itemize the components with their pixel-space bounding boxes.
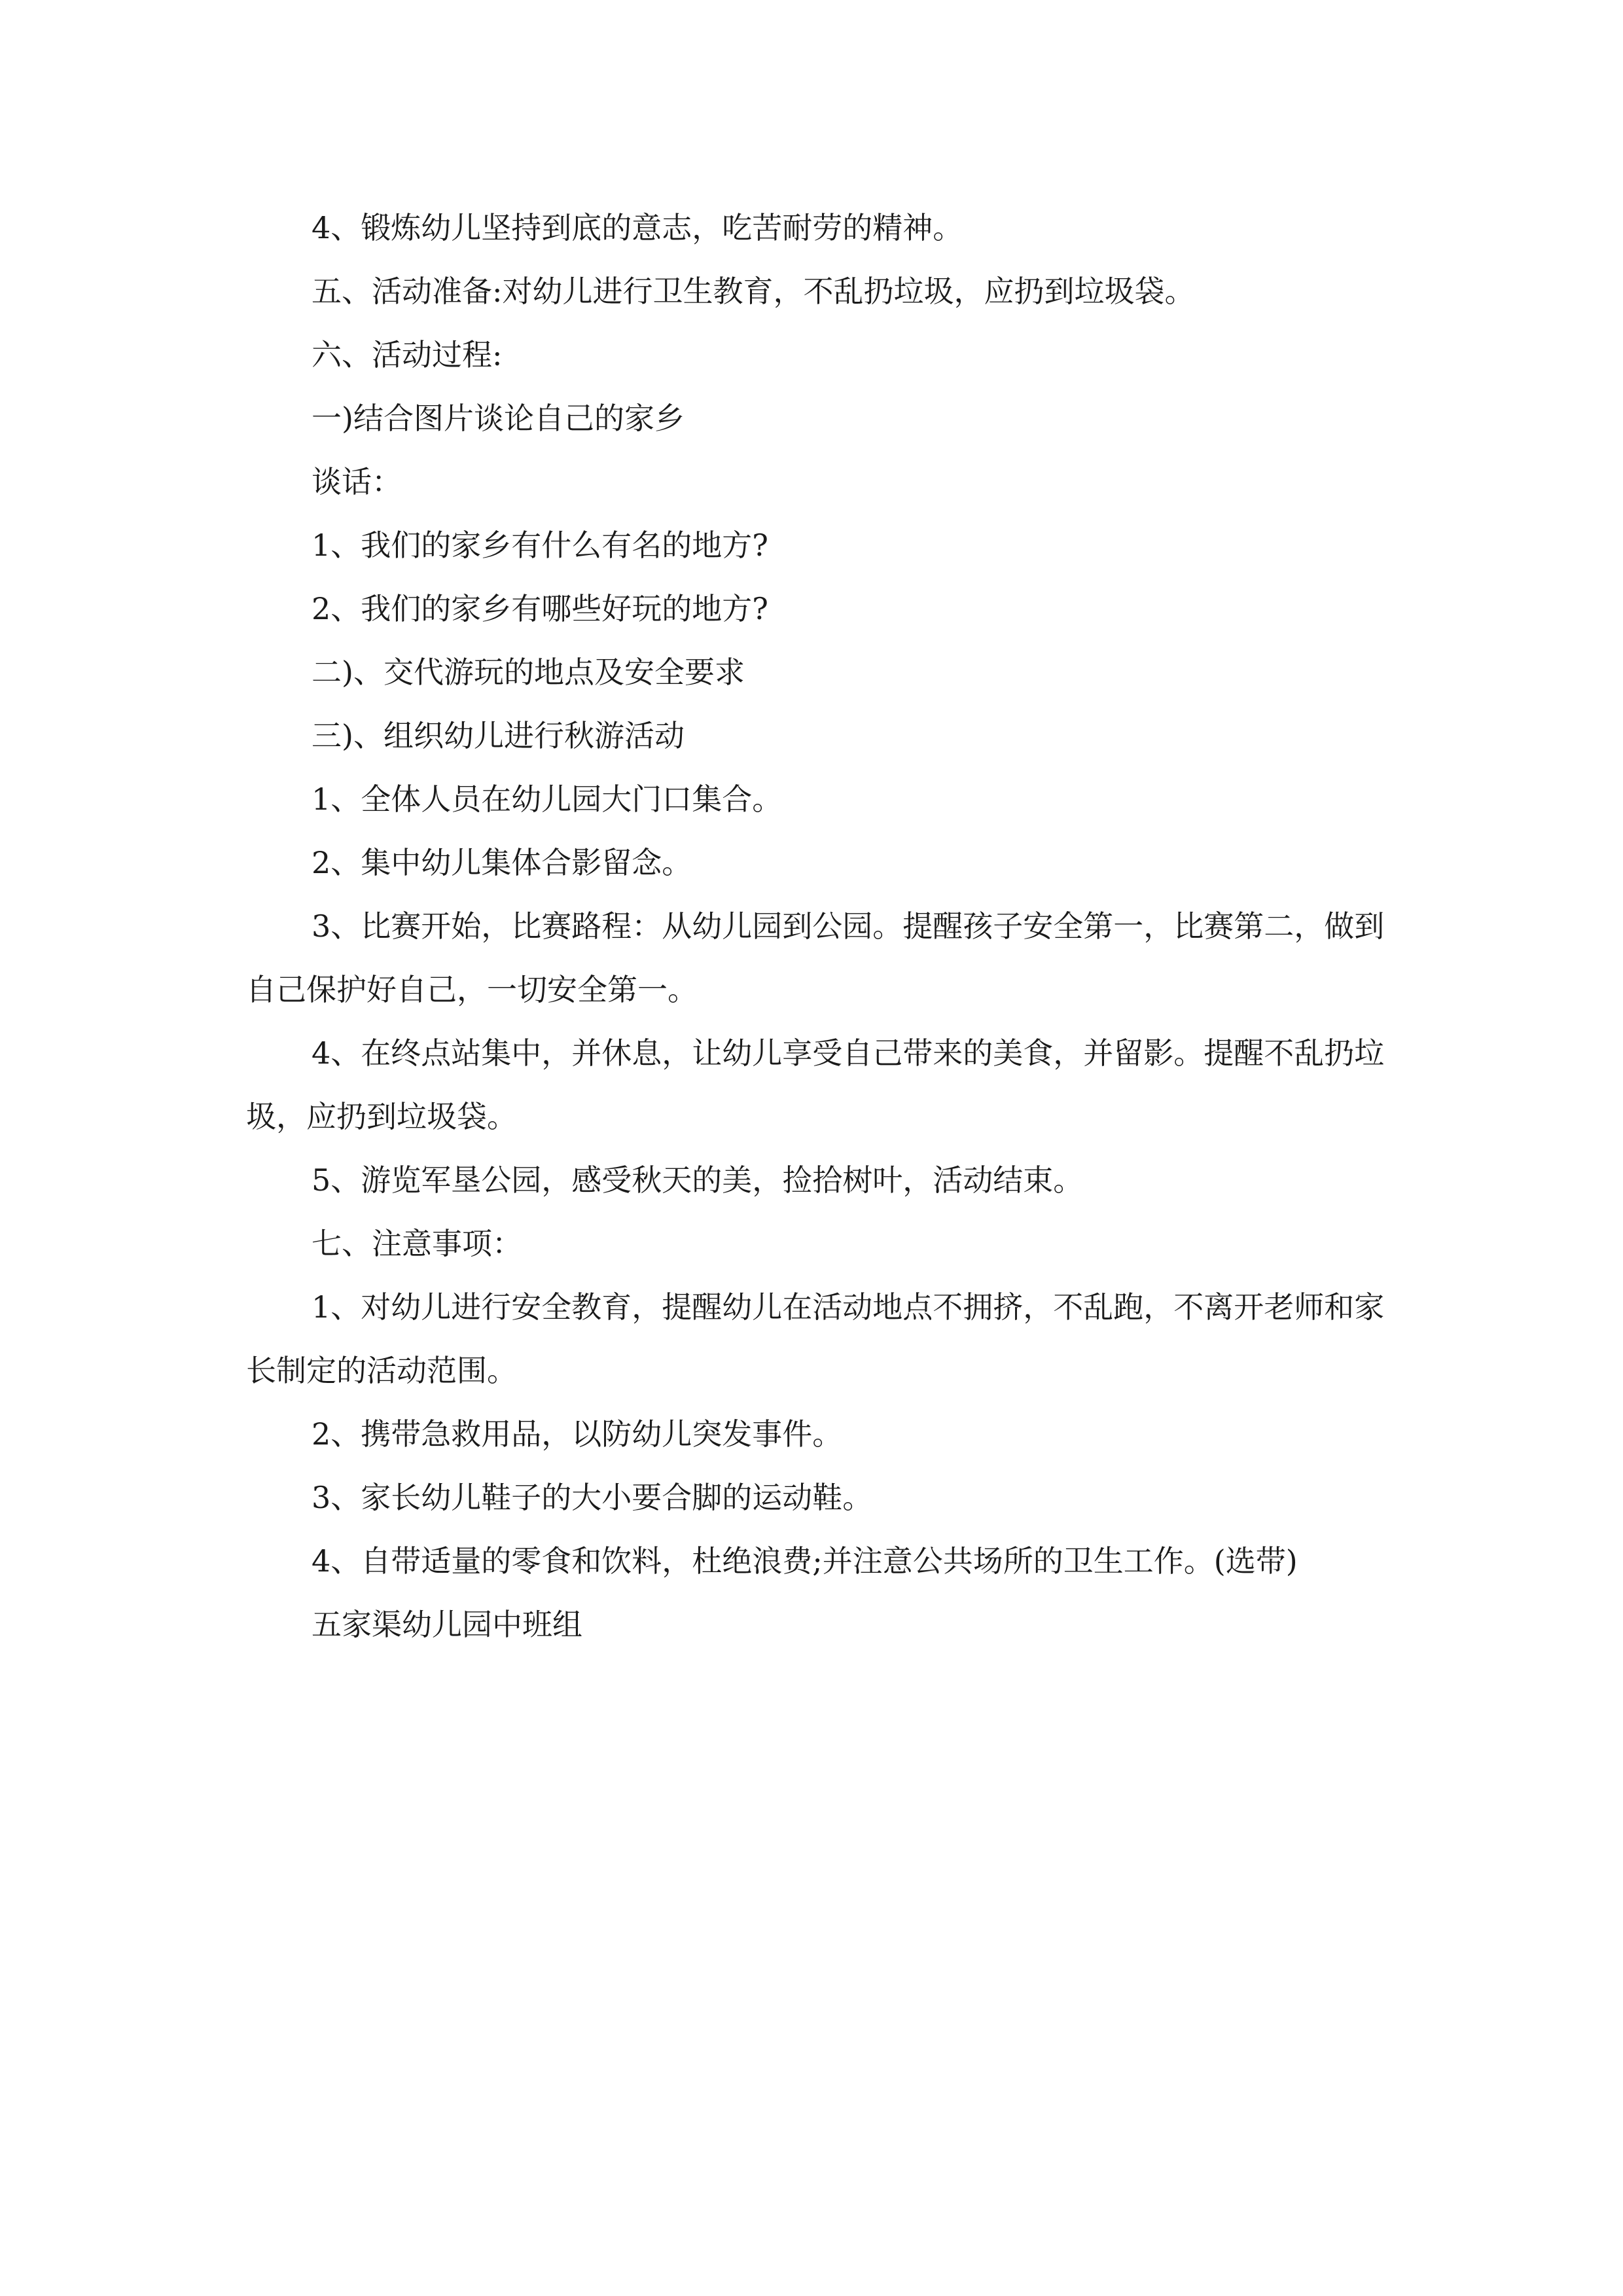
question-1: 1、我们的家乡有什么有名的地方?	[312, 528, 768, 563]
note-2: 2、携带急救用品，以防幼儿突发事件。	[312, 1416, 843, 1452]
subheading-hometown: 一)结合图片谈论自己的家乡	[312, 401, 685, 436]
note-3: 3、家长幼儿鞋子的大小要合脚的运动鞋。	[312, 1480, 873, 1515]
paragraph-goal-4: 4、锻炼幼儿坚持到底的意志，吃苦耐劳的精神。	[312, 210, 963, 245]
note-4: 4、自带适量的零食和饮料，杜绝浪费;并注意公共场所的卫生工作。(选带)	[312, 1543, 1298, 1579]
question-2: 2、我们的家乡有哪些好玩的地方?	[312, 591, 768, 626]
note-1: 1、对幼儿进行安全教育，提醒幼儿在活动地点不拥挤，不乱跑，不离开老师和家长制定的活动范围。	[246, 1289, 1385, 1388]
heading-notes: 七、注意事项：	[312, 1226, 522, 1261]
step-2: 2、集中幼儿集体合影留念。	[312, 845, 692, 880]
subheading-safety: 二)、交代游玩的地点及安全要求	[312, 655, 745, 690]
step-5: 5、游览军垦公园，感受秋天的美，捡拾树叶，活动结束。	[312, 1162, 1084, 1198]
label-talk: 谈话：	[312, 464, 402, 499]
subheading-autumn-trip: 三)、组织幼儿进行秋游活动	[312, 718, 685, 753]
step-3: 3、比赛开始，比赛路程：从幼儿园到公园。提醒孩子安全第一，比赛第二，做到自己保护好自己，一切安全第一。	[246, 908, 1385, 1007]
paragraph-preparation: 五、活动准备:对幼儿进行卫生教育，不乱扔垃圾，应扔到垃圾袋。	[312, 274, 1195, 309]
heading-activity-process: 六、活动过程:	[312, 337, 503, 372]
signature-kindergarten: 五家渠幼儿园中班组	[312, 1607, 582, 1642]
step-4: 4、在终点站集中，并休息，让幼儿享受自己带来的美食，并留影。提醒不乱扔垃圾，应扔到垃圾袋。	[246, 1035, 1385, 1134]
step-1: 1、全体人员在幼儿园大门口集合。	[312, 781, 783, 817]
document-body	[246, 196, 1398, 1657]
